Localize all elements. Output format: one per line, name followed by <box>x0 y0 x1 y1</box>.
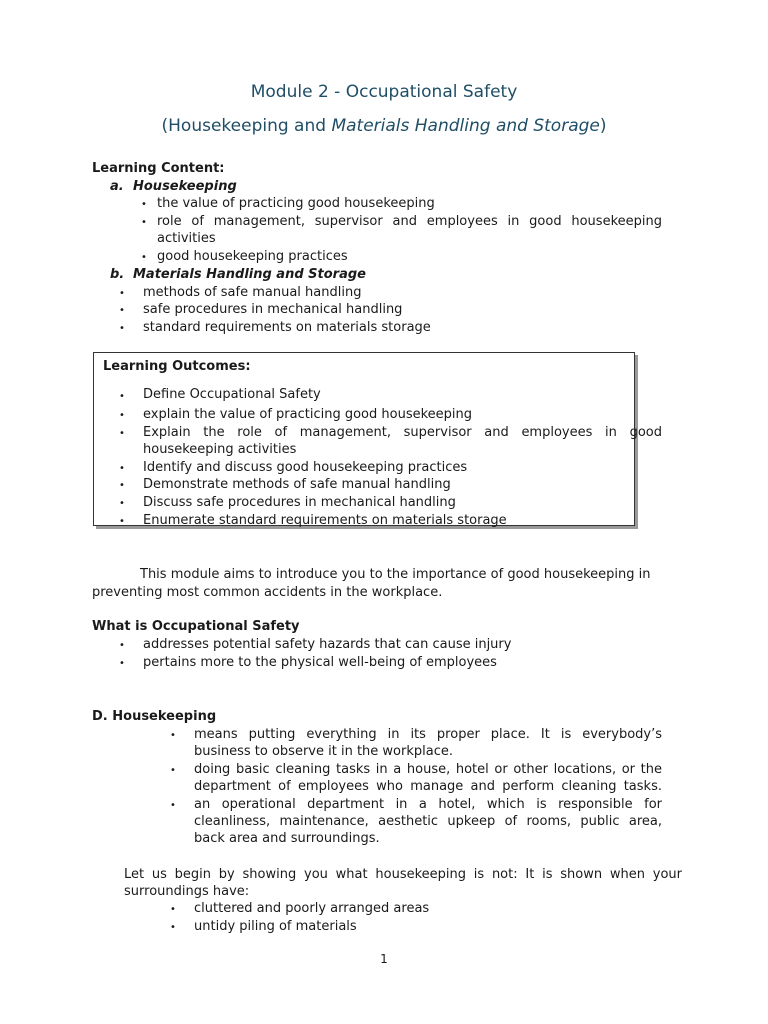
bullet: • <box>141 199 147 210</box>
housekeeping-heading: D. Housekeeping <box>92 709 217 724</box>
bullet: • <box>119 323 125 334</box>
housekeeping-definition-continued: department of employees who manage and perform cleaning tasks. <box>194 779 662 794</box>
list-item: cluttered and poorly arranged areas <box>194 901 430 916</box>
bullet: • <box>119 516 125 527</box>
bullet: • <box>119 428 125 439</box>
outcome-item: Explain the role of management, supervisor and employees in good <box>143 425 662 440</box>
occupational-safety-heading: What is Occupational Safety <box>92 619 300 634</box>
bullet: • <box>119 305 125 316</box>
list-item: safe procedures in mechanical handling <box>143 302 403 317</box>
outcome-item: Define Occupational Safety <box>143 387 321 402</box>
housekeeping-definition: an operational department in a hotel, which is responsible for <box>194 797 662 812</box>
outcome-item: Discuss safe procedures in mechanical handling <box>143 495 456 510</box>
page-subtitle: (Housekeeping and Materials Handling and Storage) <box>161 116 607 136</box>
bullet: • <box>119 640 125 651</box>
list-item: untidy piling of materials <box>194 919 357 934</box>
bullet: • <box>170 765 176 776</box>
bullet: • <box>119 288 125 299</box>
list-item: the value of practicing good housekeeping <box>157 196 435 211</box>
section-b-marker: b. <box>110 267 125 282</box>
outcome-item: Enumerate standard requirements on materials storage <box>143 513 507 528</box>
outcome-item: Identify and discuss good housekeeping practices <box>143 460 468 475</box>
page-title: Module 2 - Occupational Safety <box>250 82 518 102</box>
housekeeping-definition: means putting everything in its proper place. It is everybody’s <box>194 727 662 742</box>
bullet: • <box>119 480 125 491</box>
page-number: 1 <box>380 952 388 966</box>
list-item: good housekeeping practices <box>157 249 348 264</box>
bullet: • <box>141 217 147 228</box>
list-item: standard requirements on materials storage <box>143 320 431 335</box>
list-item: role of management, supervisor and employees in good housekeeping <box>157 214 662 229</box>
not-housekeeping-line1: Let us begin by showing you what housekeeping is not: It is shown when your <box>124 867 682 882</box>
bullet: • <box>119 498 125 509</box>
outcome-item-continued: housekeeping activities <box>143 442 297 457</box>
intro-paragraph-line1: This module aims to introduce you to the importance of good housekeeping in <box>140 567 651 582</box>
not-housekeeping-line2: surroundings have: <box>124 884 250 899</box>
outcome-item: Demonstrate methods of safe manual handling <box>143 477 451 492</box>
list-item-continued: activities <box>157 231 216 246</box>
list-item: methods of safe manual handling <box>143 285 362 300</box>
housekeeping-definition-continued: business to observe it in the workplace. <box>194 744 453 759</box>
bullet: • <box>119 658 125 669</box>
section-a-label: Housekeeping <box>133 179 237 194</box>
bullet: • <box>170 800 176 811</box>
housekeeping-definition: doing basic cleaning tasks in a house, hotel or other locations, or the <box>194 762 662 777</box>
section-a-marker: a. <box>110 179 124 194</box>
list-item: addresses potential safety hazards that can cause injury <box>143 637 512 652</box>
bullet: • <box>119 391 125 402</box>
intro-paragraph-line2: preventing most common accidents in the workplace. <box>92 585 443 600</box>
list-item: pertains more to the physical well-being of employees <box>143 655 497 670</box>
bullet: • <box>170 904 176 915</box>
bullet: • <box>170 922 176 933</box>
bullet: • <box>119 463 125 474</box>
housekeeping-definition-continued: back area and surroundings. <box>194 831 380 846</box>
housekeeping-definition-continued: cleanliness, maintenance, aesthetic upkeep of rooms, public area, <box>194 814 662 829</box>
learning-content-heading: Learning Content: <box>92 161 225 176</box>
bullet: • <box>141 252 147 263</box>
bullet: • <box>119 410 125 421</box>
learning-outcomes-heading: Learning Outcomes: <box>103 359 251 374</box>
outcome-item: explain the value of practicing good housekeeping <box>143 407 473 422</box>
section-b-label: Materials Handling and Storage <box>133 267 366 282</box>
bullet: • <box>170 730 176 741</box>
